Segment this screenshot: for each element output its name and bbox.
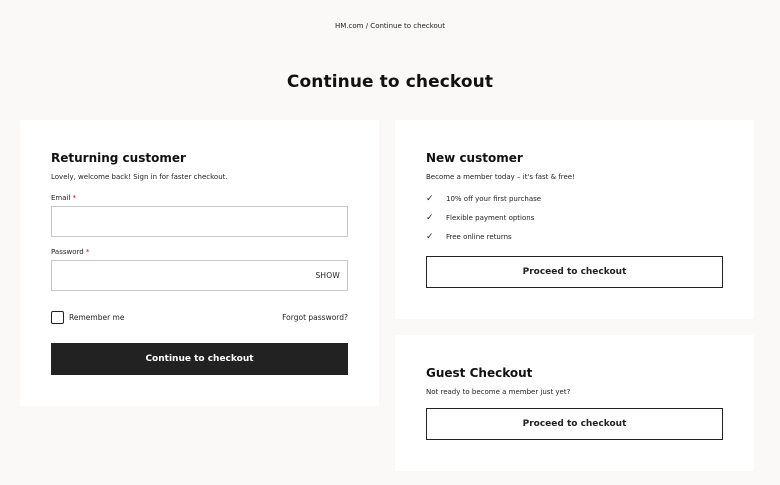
remember-me-label[interactable]: Remember me (69, 313, 125, 322)
new-customer-card (395, 120, 754, 319)
guest-proceed-button[interactable]: Proceed to checkout (426, 408, 723, 440)
check-icon: ✓ (426, 194, 434, 204)
returning-customer-subtitle: Lovely, welcome back! Sign in for faster checkout. (51, 173, 228, 181)
show-password-button[interactable]: SHOW (315, 271, 340, 280)
benefit-text: Flexible payment options (446, 214, 535, 222)
page-title: Continue to checkout (286, 72, 494, 92)
list-item (426, 194, 541, 204)
list-item (426, 232, 512, 242)
check-icon: ✓ (426, 232, 434, 242)
new-customer-title: New customer (426, 151, 523, 165)
guest-checkout-subtitle: Not ready to become a member just yet? (426, 388, 571, 396)
forgot-password-link[interactable]: Forgot password? (282, 313, 348, 322)
email-label: Email * (51, 194, 77, 202)
email-field[interactable] (51, 206, 348, 237)
continue-to-checkout-button[interactable]: Continue to checkout (51, 343, 348, 375)
password-label: Password * (51, 248, 90, 256)
returning-customer-title: Returning customer (51, 151, 186, 165)
check-icon: ✓ (426, 213, 434, 223)
benefit-text: Free online returns (446, 233, 512, 241)
returning-customer-card (20, 120, 379, 406)
benefit-text: 10% off your first purchase (446, 195, 542, 203)
new-customer-subtitle: Become a member today – it's fast & free! (426, 173, 575, 181)
guest-checkout-card (395, 335, 754, 471)
guest-checkout-title: Guest Checkout (426, 366, 533, 380)
new-customer-proceed-button[interactable]: Proceed to checkout (426, 256, 723, 288)
breadcrumb[interactable]: HM.com / Continue to checkout (335, 22, 445, 30)
remember-me-checkbox[interactable] (51, 311, 64, 324)
list-item (426, 213, 534, 223)
password-field[interactable] (51, 260, 348, 291)
